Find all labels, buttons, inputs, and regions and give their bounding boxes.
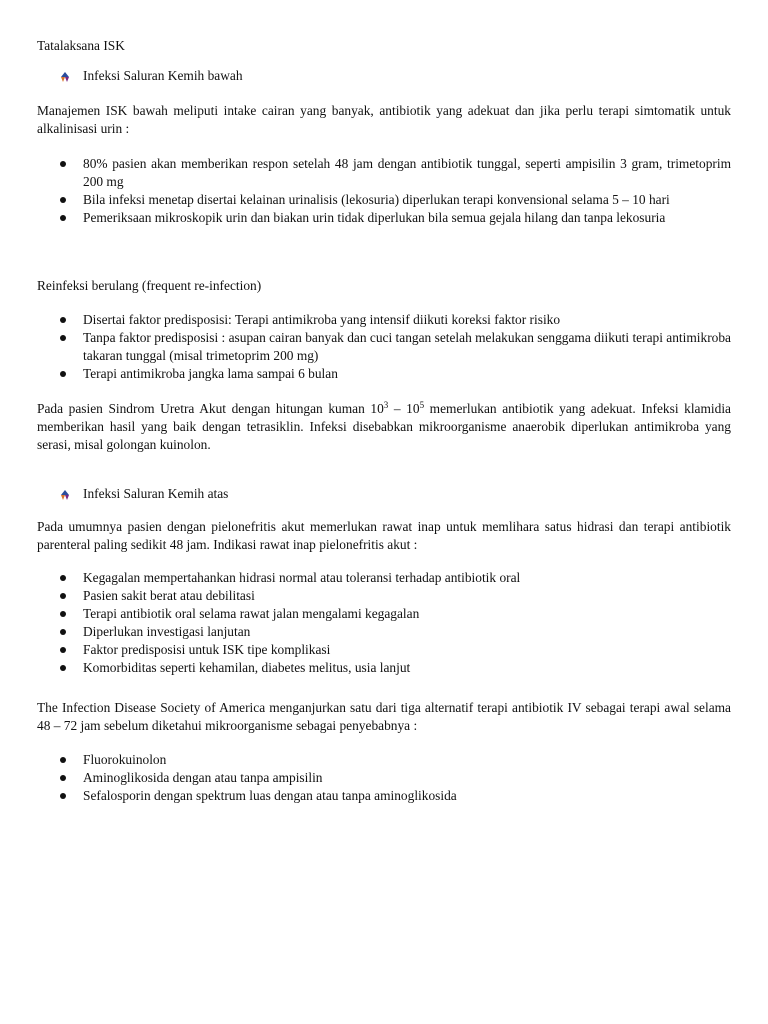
bullet-dot-icon: [60, 611, 66, 617]
paragraph-lower-uti-intro: Manajemen ISK bawah meliputi intake cairan yang banyak, antibiotik yang adekuat dan jika perlu terapi simtomatik untuk alkalinisasi urin :: [37, 103, 731, 136]
list-item: Faktor predisposisi untuk ISK tipe komplikasi: [37, 641, 731, 659]
bullet-dot-icon: [60, 371, 66, 377]
paragraph-idsa-recommendation: The Infection Disease Society of America menganjurkan satu dari tiga alternatif terapi antibiotik IV sebagai terapi awal selama 48 – 72 jam sebelum diketahui mikroorganisme sebagai penyebabnya :: [37, 700, 731, 733]
bullet-dot-icon: [60, 793, 66, 799]
bullet-dot-icon: [60, 775, 66, 781]
bullet-dot-icon: [60, 161, 66, 167]
section-heading-text: Infeksi Saluran Kemih atas: [83, 486, 229, 501]
bullet-dot-icon: [60, 647, 66, 653]
upper-uti-bullet-list: [37, 569, 731, 677]
section-heading-upper-uti: [59, 485, 228, 503]
list-item: Bila infeksi menetap disertai kelainan urinalisis (lekosuria) diperlukan terapi konvensional selama 5 – 10 hari: [37, 191, 731, 209]
list-item: Pemeriksaan mikroskopik urin dan biakan urin tidak diperlukan bila semua gejala hilang dan tanpa lekosuria: [37, 209, 731, 227]
bullet-dot-icon: [60, 317, 66, 323]
bullet-dot-icon: [60, 629, 66, 635]
list-item: Tanpa faktor predisposisi : asupan cairan banyak dan cuci tangan setelah melakukan senggama diikuti terapi antimikroba takaran tunggal (misal trimetoprim 200 mg): [37, 329, 731, 365]
bullet-dot-icon: [60, 757, 66, 763]
arrow-bullet-icon: [59, 488, 71, 500]
bullet-dot-icon: [60, 197, 66, 203]
list-item: Komorbiditas seperti kehamilan, diabetes melitus, usia lanjut: [37, 659, 731, 677]
lower-uti-bullet-list: [37, 155, 731, 227]
list-item: Sefalosporin dengan spektrum luas dengan atau tanpa aminoglikosida: [37, 787, 731, 805]
section-heading-lower-uti: [59, 67, 243, 85]
list-item: Terapi antibiotik oral selama rawat jalan mengalami kegagalan: [37, 605, 731, 623]
bullet-dot-icon: [60, 575, 66, 581]
list-item: Aminoglikosida dengan atau tanpa ampisilin: [37, 769, 731, 787]
bullet-dot-icon: [60, 665, 66, 671]
paragraph-urethral-syndrome: Pada pasien Sindrom Uretra Akut dengan hitungan kuman $10^3 - 10^5$ memerlukan antibiotik yang adekuat. Infeksi klamidia memberikan hasil yang baik dengan tetrasiklin. Infeksi disebabkan mikroorganisme anaerobik diperlukan antimikroba yang serasi, misal golongan kuinolon.: [37, 400, 731, 452]
reinfection-title: Reinfeksi berulang (frequent re-infection): [37, 278, 262, 293]
reinfection-bullet-list: [37, 311, 731, 383]
arrow-bullet-icon: [59, 70, 71, 82]
document-title: Tatalaksana ISK: [37, 38, 125, 53]
section-heading-text: Infeksi Saluran Kemih bawah: [83, 68, 243, 83]
bullet-dot-icon: [60, 215, 66, 221]
idsa-bullet-list: [37, 751, 731, 805]
list-item: Fluorokuinolon: [37, 751, 731, 769]
paragraph-upper-uti-intro: Pada umumnya pasien dengan pielonefritis akut memerlukan rawat inap untuk memlihara satus hidrasi dan terapi antibiotik parenteral paling sedikit 48 jam. Indikasi rawat inap pielonefritis akut :: [37, 519, 731, 552]
list-item: Pasien sakit berat atau debilitasi: [37, 587, 731, 605]
bullet-dot-icon: [60, 593, 66, 599]
bullet-dot-icon: [60, 335, 66, 341]
list-item: 80% pasien akan memberikan respon setelah 48 jam dengan antibiotik tunggal, seperti ampisilin 3 gram, trimetoprim 200 mg: [37, 155, 731, 191]
list-item: Diperlukan investigasi lanjutan: [37, 623, 731, 641]
list-item: Disertai faktor predisposisi: Terapi antimikroba yang intensif diikuti koreksi faktor risiko: [37, 311, 731, 329]
list-item: Terapi antimikroba jangka lama sampai 6 bulan: [37, 365, 731, 383]
list-item: Kegagalan mempertahankan hidrasi normal atau toleransi terhadap antibiotik oral: [37, 569, 731, 587]
